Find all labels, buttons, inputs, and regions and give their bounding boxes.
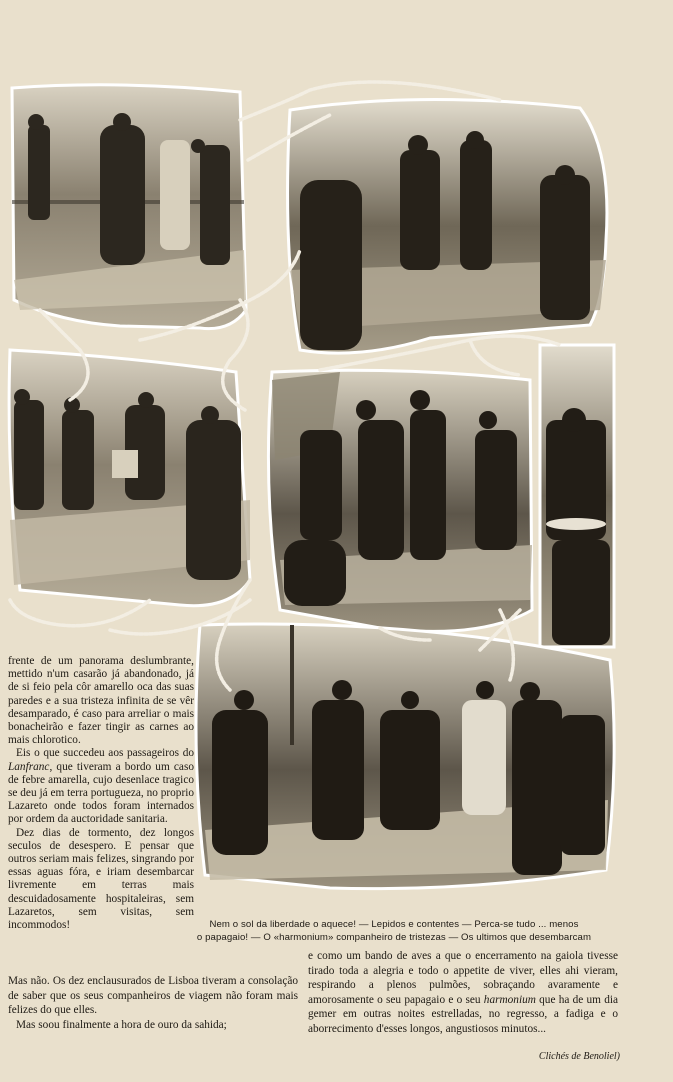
photo-top-left [12, 85, 246, 329]
article-bottom-right [308, 949, 618, 1037]
paragraph-6: e como um bando de aves a que o encerramento na gaiola tivesse tirado toda a alegria e todo o appetite de viver, elles ahi vieram, respirando a plenos pulmões, sobraçando avaramente e amorosamente o seu papagaio e o seu harmonium que ha de um dia gemer em outras noites estrelladas, no regresso, a fadiga e o aborrecimento d'esses longos, angustiosos minutos... [308, 950, 618, 1035]
photo-credit: Clichés de Benoliel) [538, 1051, 620, 1062]
caption-line-2: o papagaio! — O «harmonium» companheiro de tristezas — Os ultimos que desembarcam [196, 932, 592, 943]
photo-right-narrow [540, 345, 614, 647]
photo-bottom [196, 624, 614, 889]
paragraph-4: Mas não. Os dez enclausurados de Lisboa tiveram a consolação de saber que os seus companheiros de viagem não foram mais felizes do que elles. [8, 975, 298, 1017]
photo-middle-left [9, 350, 250, 606]
article-column-left [8, 655, 194, 932]
paragraph-3: Dez dias de tormento, dez longos seculos de desespero. E pensar que outros seriam mais felizes, singrando por essas aguas fóra, e iriam desembarcar livremente em terras mais descuidadosamente hospitaleiras, sem Lazaretos, sem visitas, sem incommodos! [8, 826, 194, 932]
paragraph-5: Mas soou finalmente a hora de ouro da sahida; [16, 1018, 227, 1031]
photo-center [268, 370, 532, 631]
paragraph-1: frente de um panorama deslumbrante, mettido n'um casarão já abandonado, já de si feio pela côr amarello oca das suas paredes e a sua tristeza infinita de se vêr desamparado, é caso para arreliar o mais bonacheirão e fazer tingir as carnes ao mais chlorotico. [8, 655, 194, 747]
paragraph-2: Eis o que succedeu aos passageiros do Lanfranc, que tiveram a bordo um caso de febre amarella, cujo desenlace tragico se deu já em terra portugueza, no proprio Lazareto onde todos foram internados por ordem da auctoridade sanitaria. [8, 747, 194, 826]
harmonium-word: harmonium [483, 993, 536, 1006]
ship-name: Lanfranc [8, 760, 50, 773]
article-bottom-left [8, 974, 298, 1032]
photo-caption [168, 918, 620, 944]
photo-top-right [288, 99, 607, 353]
caption-line-1: Nem o sol da liberdade o aquece! — Lepidos e contentes — Perca-se tudo ... menos [209, 919, 579, 930]
